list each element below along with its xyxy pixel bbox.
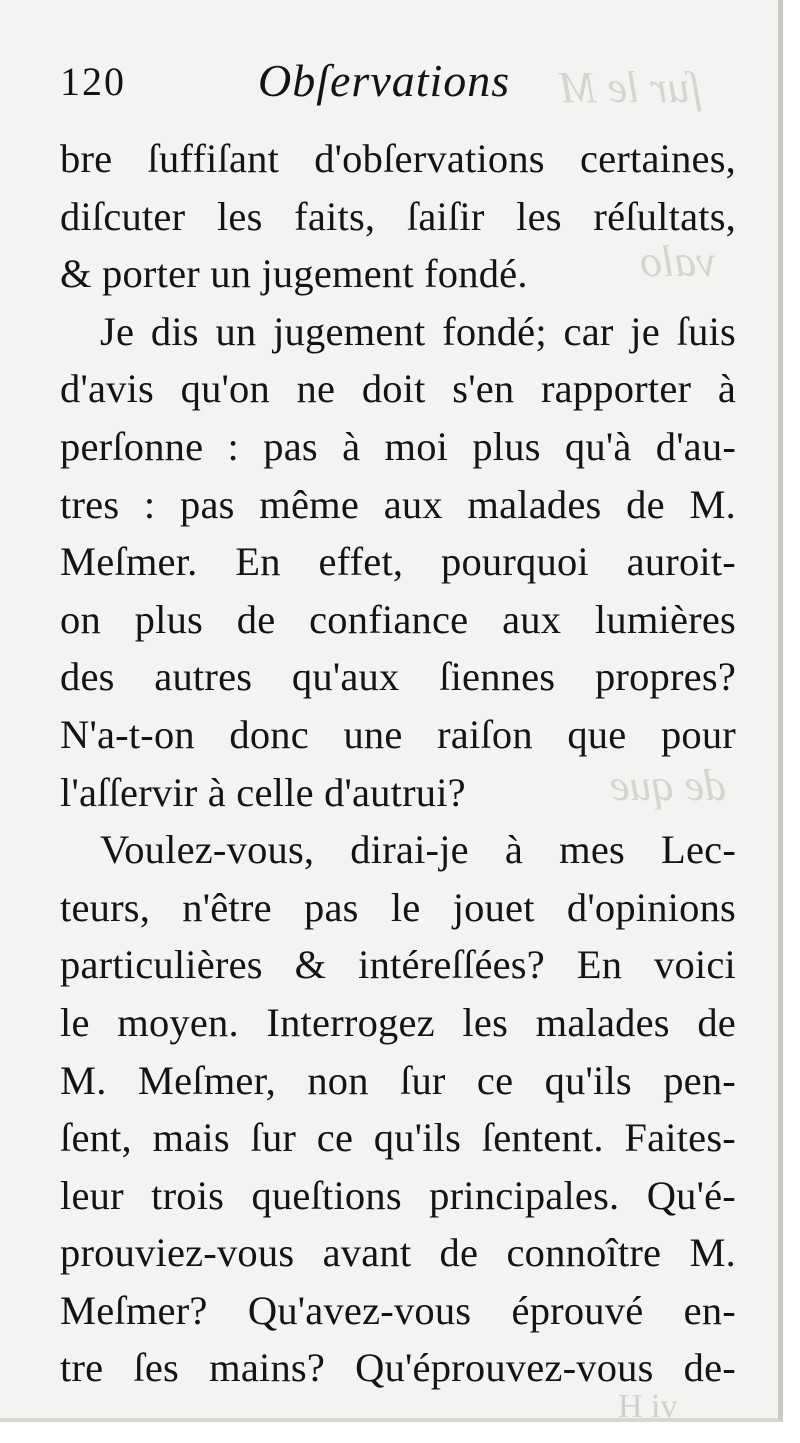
text-line: perſonne : pas à moi plus qu'à d'au-: [60, 423, 736, 469]
text-line: d'avis qu'on ne doit s'en rapporter à: [60, 366, 736, 412]
paragraph-start-line: Voulez-vous, dirai-je à mes Lec-: [100, 827, 736, 873]
text-line: prouviez-vous avant de connoître M.: [60, 1230, 736, 1276]
running-title: Obſervations: [258, 55, 511, 106]
text-line: teurs, n'être pas le jouet d'opinions: [60, 884, 736, 930]
show-through-texture: de que: [610, 761, 727, 810]
text-line: bre ſuffiſant d'obſervations certaines,: [60, 136, 736, 181]
text-line: diſcuter les faits, ſaiſir les réſultats,: [60, 193, 736, 239]
show-through-texture: ſur le M: [560, 63, 702, 112]
paragraph-start-line: Je dis un jugement fondé; car je ſuis: [100, 308, 736, 354]
signature-mark: H iv: [618, 1388, 678, 1422]
text-line: des autres qu'aux ſiennes propres?: [60, 654, 736, 700]
text-line: particulières & intéreſſées? En voici: [60, 942, 736, 988]
text-line: leur trois queſtions principales. Qu'é-: [60, 1172, 736, 1218]
show-through-texture: valo: [640, 237, 716, 286]
text-line: le moyen. Interrogez les malades de: [60, 999, 736, 1045]
page-header: [60, 55, 740, 118]
text-line: ſent, mais ſur ce qu'ils ſentent. Faites-: [60, 1115, 736, 1161]
text-line: Meſmer? Qu'avez-vous éprouvé en-: [60, 1287, 736, 1333]
body-text: [60, 130, 736, 1397]
text-line: N'a-t-on donc une raiſon que pour: [60, 711, 736, 757]
text-line: Meſmer. En effet, pourquoi auroit-: [60, 539, 736, 585]
page-number: 120: [60, 59, 126, 104]
text-line: l'aſſervir à celle d'autrui?: [60, 769, 466, 815]
text-line: tres : pas même aux malades de M.: [60, 481, 736, 527]
text-line: on plus de confiance aux lumières: [60, 596, 736, 642]
text-line: M. Meſmer, non ſur ce qu'ils pen-: [60, 1057, 736, 1103]
text-line: & porter un jugement fondé.: [60, 251, 528, 297]
text-line: tre ſes mains? Qu'éprouvez-vous de-: [60, 1345, 736, 1391]
